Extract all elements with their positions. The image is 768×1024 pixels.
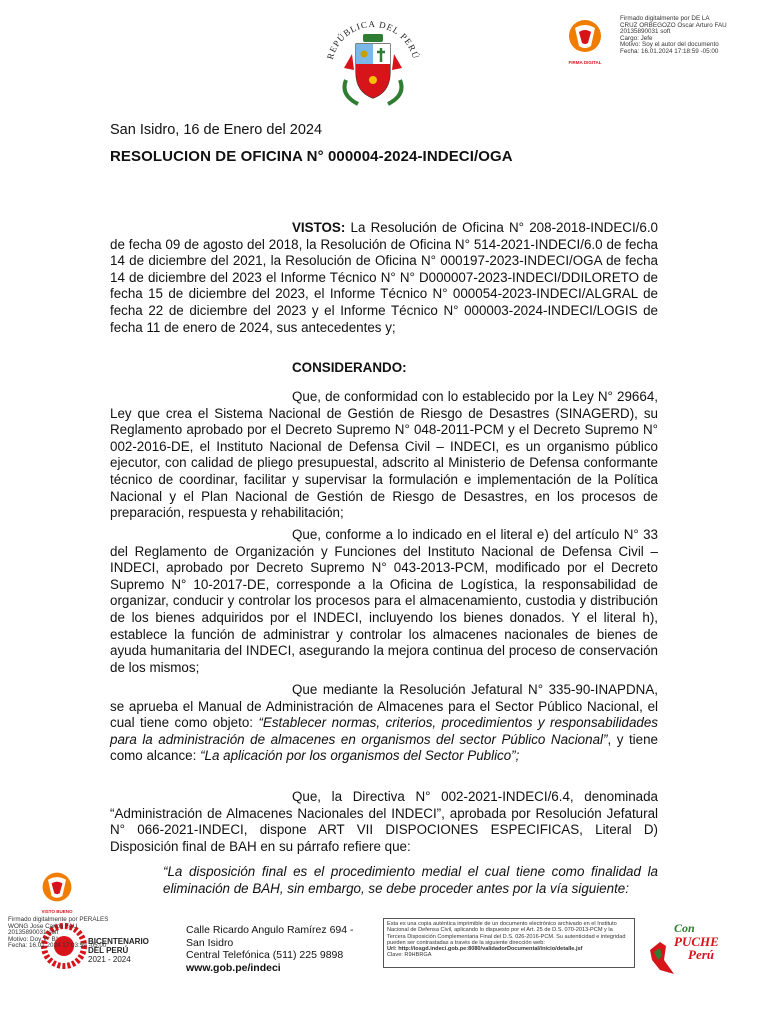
address-line: Calle Ricardo Angulo Ramírez 694 - xyxy=(186,924,354,936)
bicentenario-line: 2021 - 2024 xyxy=(88,955,131,964)
vistos-paragraph xyxy=(110,220,658,336)
con-puche-line: Con xyxy=(674,921,695,935)
vistos-text: La Resolución de Oficina N° 208-2018-INDECI/6.0 de fecha 09 de agosto del 2018, la Resolución de Oficina N° 514-2021-INDECI/6.0 de fecha 14 de diciembre del 2021, la Resolución de Oficina N° 000197-2023-INDECI/OGA de fecha 14 de diciembre del 2023 el Informe Técnico N° N° D000007-2023-INDECI/DDILORETO de fecha 15 de diciembre del 2023, el Informe Técnico N° 000054-2023-INDECI/ALGRAL de fecha 22 de diciembre del 2023 y el Informe Técnico N° 000003-2024-INDECI/LOGIS de fecha 11 de enero de 2024, sus antecedentes y; xyxy=(110,220,658,335)
signature-line: CRUZ ORBEGOZO Oscar Arturo FAU xyxy=(620,21,727,29)
bicentenario-line: BICENTENARIO xyxy=(88,937,149,946)
con-puche-line: Perú xyxy=(688,947,714,962)
considerando-paragraph-2: Que, conforme a lo indicado en el literal e) del artículo N° 33 del Reglamento de Organización y Funciones del Instituto Nacional de Defensa Civil – INDECI, aprobado por Decreto Supremo N° 043-2013-PCM, modificado por el Decreto Supremo N° 10-2017-DE, corresponde a la Oficina de Logística, la responsabilidad de organizar, conducir y controlar los procesos para el almacenamiento, custodia y distribución de los bienes adquiridos por el INDECI, incluyendo los bienes donados. Y el literal h), establece la función de administrar y controlar los almacenes nacionales de bienes de ayuda humanitaria del INDECI, asegurando la mejora continua del proceso de conservación de los mismos; xyxy=(110,527,658,675)
coat-of-arms xyxy=(318,10,428,115)
para3-text: Que mediante la Resolución Jefatural N° 335-90-INAPDNA, se aprueba el Manual de Administración de Almacenes para el Sector Público Nacional, el cual tiene como objeto: xyxy=(110,682,658,731)
considerando-paragraph-3 xyxy=(110,682,658,765)
signature-line: Fecha: 16.01.2024 17:03:59 -05:00 xyxy=(8,942,107,949)
signature-line: Fecha: 16.01.2024 17:18:59 -05:00 xyxy=(620,47,719,55)
bicentenario-line: DEL PERÚ xyxy=(88,946,129,955)
firma-digital-label: FIRMA DIGITAL xyxy=(568,60,602,65)
con-puche-peru-logo xyxy=(646,920,722,985)
signature-block-top xyxy=(620,16,727,55)
validation-key: Clave: R9HBRGA xyxy=(387,952,432,959)
visto-bueno-icon xyxy=(39,870,75,904)
signature-line: Cargo: Jefe xyxy=(620,34,653,42)
validation-url[interactable]: Url: http://iosgd.indeci.gob.pe:8080/validadorDocumental/inicio/detalle.jsf xyxy=(387,946,583,953)
vistos-label: VISTOS: xyxy=(292,220,346,235)
signature-line: 20135890031 soft xyxy=(8,929,59,936)
svg-text:REPÚBLICA DEL PERÚ: REPÚBLICA DEL PERÚ xyxy=(324,18,422,61)
con-puche-line: PUCHE xyxy=(674,934,719,949)
considerando-paragraph-1: Que, de conformidad con lo establecido por la Ley N° 29664, Ley que crea el Sistema Nacional de Gestión de Riesgo de Desastres (SINAGERD), su Reglamento aprobado por el Decreto Supremo N° 048-2011-PCM y el Decreto Supremo N° 002-2016-DE, el Instituto Nacional de Defensa Civil – INDECI, es un organismo público ejecutor, con calidad de pliego presupuestal, adscrito al Ministerio de Defensa conformante técnico de coordinar, facilitar y supervisar la formulación e implementación de la Política Nacional y el Plan Nacional de Gestión de Riesgo de Desastres, en los procesos de preparación, respuesta y rehabilitación; xyxy=(110,389,658,521)
firma-digital-icon xyxy=(565,18,605,54)
signature-line: 20135890031 soft xyxy=(620,28,671,35)
block-quote: “La disposición final es el procedimiento medial el cual tiene como finalidad la eliminación de BAH, sin embargo, se debe proceder antes por la vía siguiente: xyxy=(163,864,658,896)
address-line: San Isidro xyxy=(186,936,234,949)
signature-line: Firmado digitalmente por PERALES xyxy=(8,916,109,923)
signature-line: Firmado digitalmente por DE LA xyxy=(620,15,710,22)
website-link[interactable]: www.gob.pe/indeci xyxy=(186,961,281,974)
para3-text-2: , y tiene como alcance: xyxy=(110,731,658,764)
bicentenario-text xyxy=(88,937,149,964)
considerando-heading: CONSIDERANDO: xyxy=(292,360,407,375)
signature-line: Motivo: Doy V° B° xyxy=(8,935,59,943)
para3-objective-quote: “Establecer normas, criterios, procedimientos y responsabilidades para la administración de almacenes en organismos del sector Público Nacional” xyxy=(110,715,658,747)
signature-line: WONG Jose Carlos FAU xyxy=(8,922,78,930)
considerando-paragraph-4: Que, la Directiva N° 002-2021-INDECI/6.4, denominada “Administración de Almacenes Nacionales del INDECI”, aprobada por Resolución Jefatural N° 066-2021-INDECI, dispone ART VII DISPOCIONES ESPECIFICAS, Literal D) Disposición final de BAH en su párrafo refiere que: xyxy=(110,789,658,854)
footer-address xyxy=(186,924,354,974)
address-line: Central Telefónica (511) 225 9898 xyxy=(186,949,344,961)
place-date: San Isidro, 16 de Enero del 2024 xyxy=(110,122,323,138)
authenticity-note xyxy=(383,918,635,968)
visto-bueno-label: VISTO BUENO xyxy=(41,909,73,914)
para3-scope-quote: “La aplicación por los organismos del Sector Publico”; xyxy=(200,748,520,764)
firma-digital-logo xyxy=(564,18,606,65)
visto-bueno-logo xyxy=(36,870,78,914)
signature-line: Motivo: Soy el autor del documento xyxy=(620,41,719,48)
resolution-title: RESOLUCION DE OFICINA N° 000004-2024-INDECI/OGA xyxy=(110,148,513,165)
note-text: Esta es una copia auténtica imprimible de un documento electrónico archivado en el Instituto Nacional de Defensa Civil, aplicando lo dispuesto por el Art. 25 de D.S. 070-2013-PCM y la Tercera Disposición Complementaria Final del D.S. 026-2016-PCM. Su autenticidad e integridad pueden ser contrastadas a través de la siguiente dirección web: xyxy=(387,921,626,946)
